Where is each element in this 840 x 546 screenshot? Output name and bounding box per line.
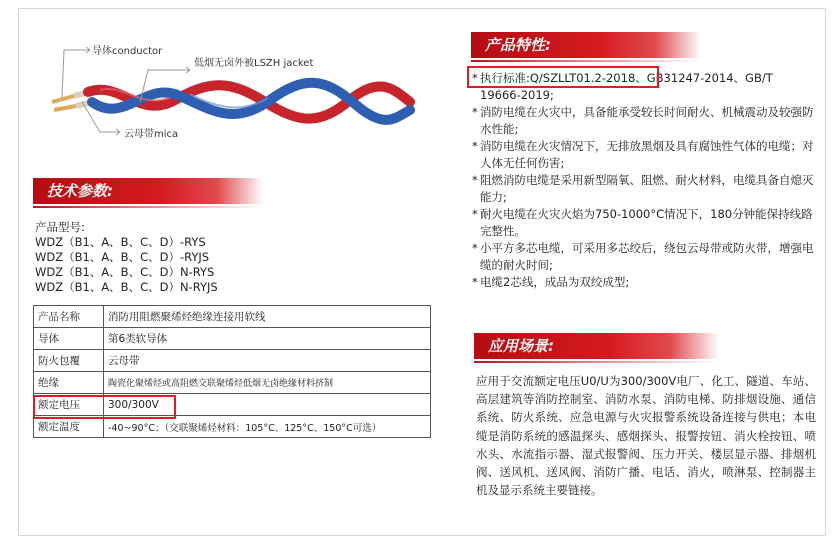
label-mica: 云母带mica: [124, 129, 179, 140]
model-item: WDZ（B1、A、B、C、D）-RYJS: [35, 250, 210, 264]
bullet: *: [472, 275, 478, 289]
scenes-text: 应用于交流额定电压U0/U为300/300V电厂、化工、隧道、车站、高层建筑等消防控制室、消防水泵、消防电梯、防排烟设施、通信系统、防火系统、应急电源与火灾报警系统设备连接与供电；本电缆是消防系统的感温探头、感烟探头、报警按钮、消火栓按钮、喷水头、水流指示器、湿式报警阀、压力开关、楼层显示器、排烟机阀、送风机、送风阀、消防广播、电话、消火，喷淋泵、控制器主机及显示系统主要链接。: [476, 374, 816, 498]
tech-params-header: 技术参数:: [33, 178, 263, 204]
list-item: * 小平方多芯电缆，可采用多芯绞后，绕包云母带或防火带，增强电缆的耐火时间;: [472, 241, 814, 272]
param-value: -40~90°C；（交联聚烯烃材料：105°C、125°C、150°C可选）: [104, 416, 431, 438]
list-item: * 消防电缆在火灾中，具备能承受较长时间耐火、机械震动及较强防水性能;: [472, 105, 814, 136]
list-item: * 电缆2芯线，成品为双绞成型;: [472, 275, 630, 289]
bullet: *: [472, 241, 478, 255]
label-conductor: 导体conductor: [92, 46, 163, 57]
param-key: 额定温度: [34, 416, 104, 438]
bullet: *: [472, 139, 478, 153]
list-item: * 消防电缆在火灾情况下，无排放黑烟及具有腐蚀性气体的电缆；对人体无任何伤害;: [472, 139, 814, 170]
param-value: 陶瓷化聚烯烃或高阻燃交联聚烯烃低烟无卤绝缘材料挤制: [104, 372, 431, 394]
features-header: 产品特性:: [471, 32, 701, 58]
param-key: 绝缘: [34, 372, 104, 394]
table-row: [34, 350, 431, 372]
table-row: [34, 328, 431, 350]
param-value: 云母带: [104, 350, 431, 372]
cable-illustration: [30, 30, 430, 150]
bullet: *: [472, 71, 478, 85]
list-item: * 耐火电缆在火灾火焰为750-1000°C情况下，180分钟能保持线路完整性。: [472, 207, 813, 238]
features-list: [472, 70, 817, 291]
label-jacket: 低烟无卤外被LSZH jacket: [194, 58, 314, 69]
param-key: 产品名称: [34, 306, 104, 328]
model-title: 产品型号:: [35, 220, 85, 234]
param-value: 消防用阻燃聚烯烃绝缘连接用软线: [104, 306, 431, 328]
twisted-cable-drawing: [30, 30, 430, 150]
rated-voltage-highlight: [33, 395, 176, 419]
table-row: [34, 306, 431, 328]
bullet: *: [472, 207, 478, 221]
model-list: [35, 220, 218, 295]
param-key: 额定电压: [34, 394, 104, 416]
bullet: *: [472, 105, 478, 119]
param-value: 300/300V: [104, 394, 431, 416]
bullet: *: [472, 173, 478, 187]
param-value: 第6类软导体: [104, 328, 431, 350]
list-item: * 阻燃消防电缆是采用新型隔氧、阻燃、耐火材料，电缆具备自熄灭能力;: [472, 173, 814, 204]
model-item: WDZ（B1、A、B、C、D）-RYS: [35, 235, 206, 249]
model-item: WDZ（B1、A、B、C、D）N-RYS: [35, 265, 215, 279]
param-key: 防火包覆: [34, 350, 104, 372]
scenes-header: 应用场景:: [474, 333, 719, 359]
table-row: [34, 372, 431, 394]
param-key: 导体: [34, 328, 104, 350]
list-item: * 执行标准:Q/SZLLT01.2-2018、GB31247-2014、GB/T 19666-2019;: [472, 71, 773, 102]
standard-highlight: [467, 66, 659, 88]
model-item: WDZ（B1、A、B、C、D）N-RYJS: [35, 280, 218, 294]
